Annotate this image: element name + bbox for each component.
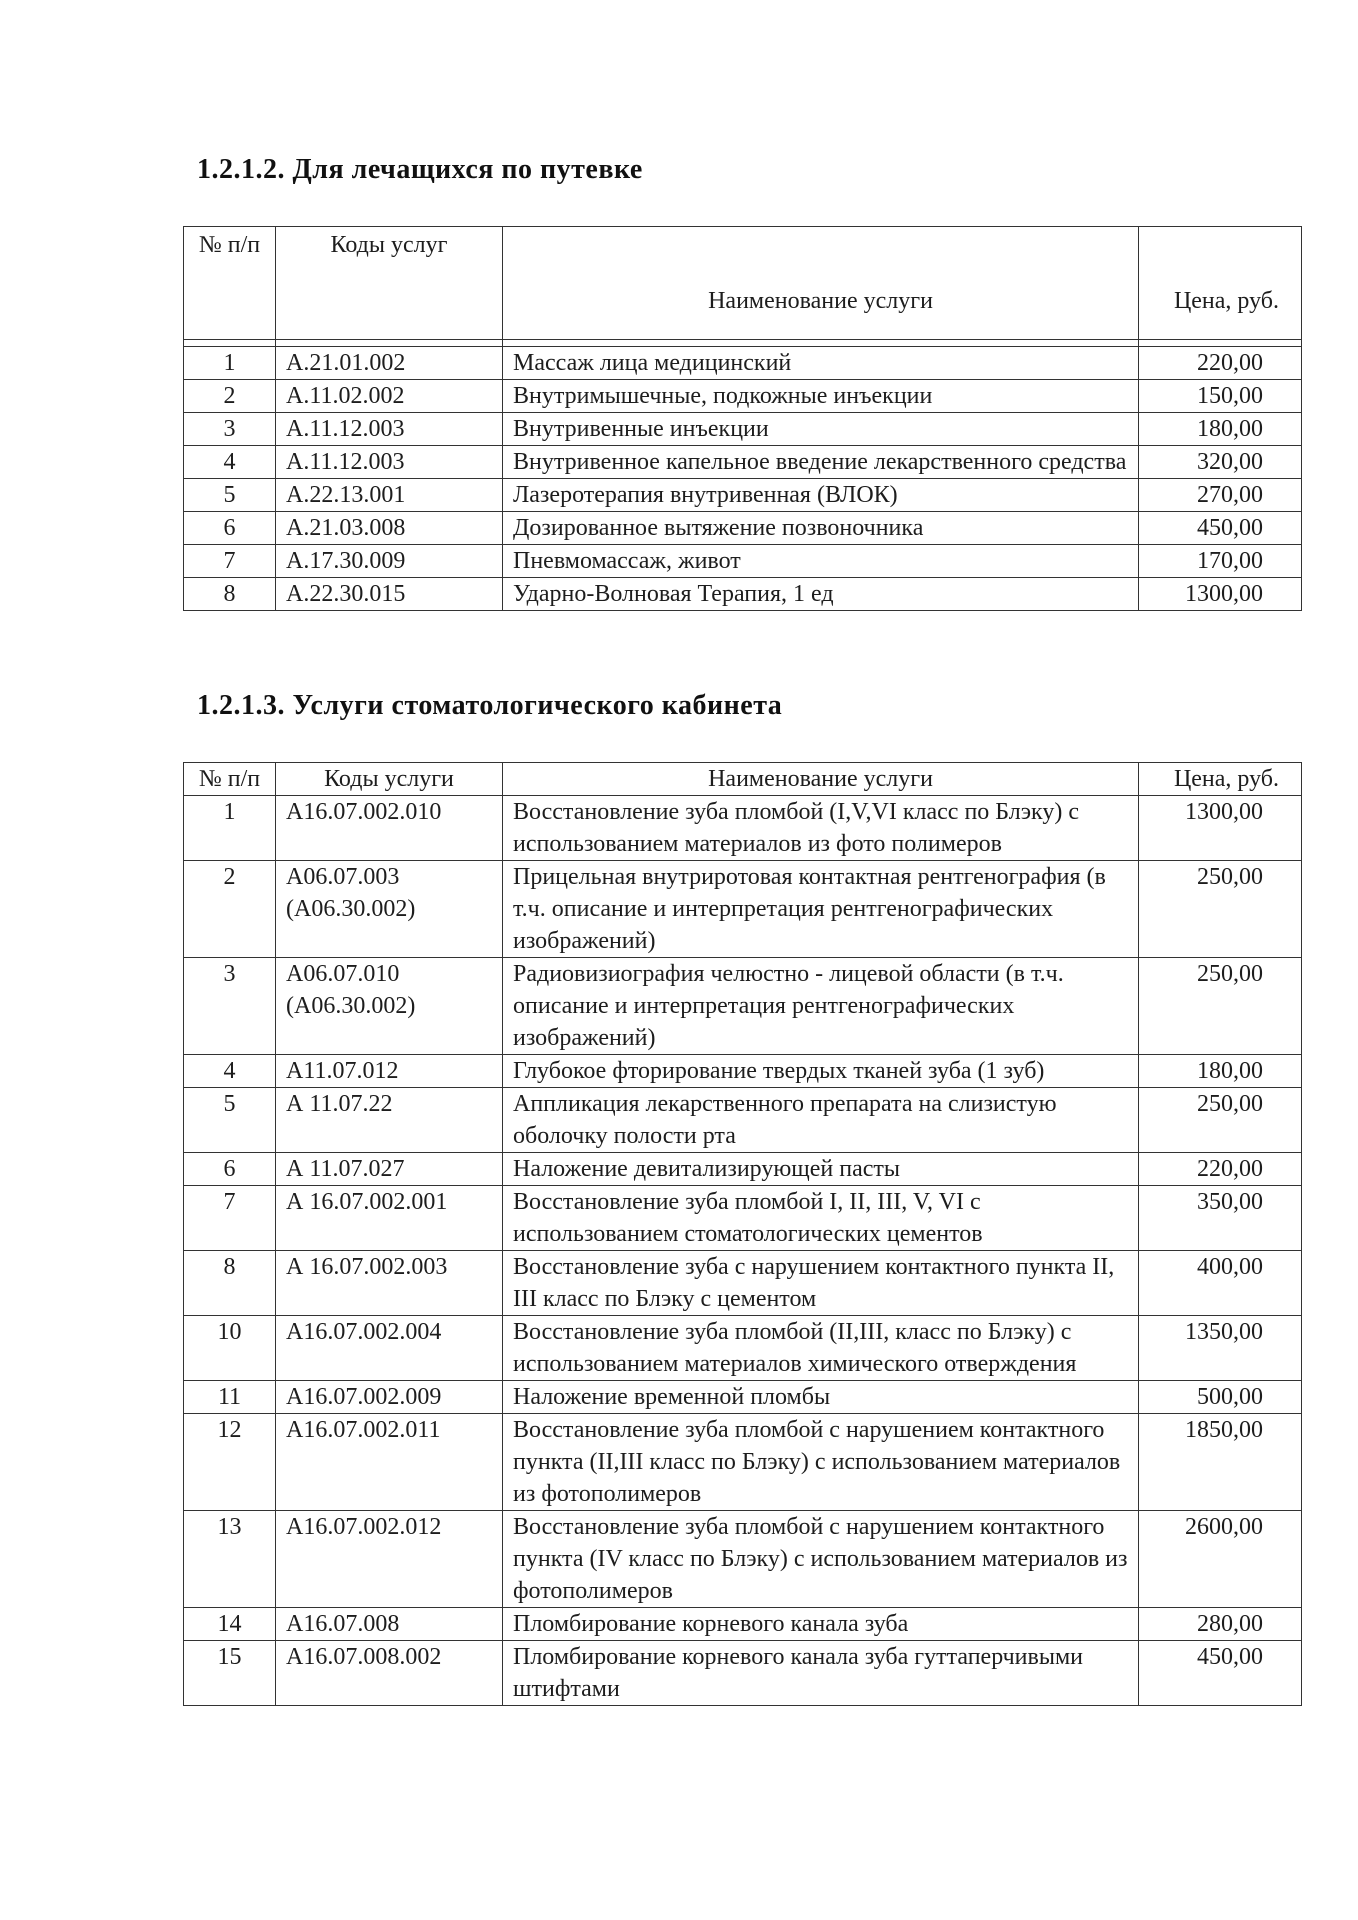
service-name: Восстановление зуба с нарушением контактного пункта II, III класс по Блэку с цементом xyxy=(503,1251,1139,1316)
table-row xyxy=(184,1414,1302,1511)
price-table-dental xyxy=(183,762,1302,1706)
table-row xyxy=(184,1641,1302,1706)
service-name: Ударно-Волновая Терапия, 1 ед xyxy=(503,578,1139,611)
price-table-stay xyxy=(183,226,1302,611)
service-code: А11.07.012 xyxy=(276,1055,503,1088)
service-code: А16.07.002.009 xyxy=(276,1381,503,1414)
service-name: Глубокое фторирование твердых тканей зуба (1 зуб) xyxy=(503,1055,1139,1088)
table-header-row xyxy=(184,763,1302,796)
row-number: 2 xyxy=(184,380,276,413)
table-row xyxy=(184,796,1302,861)
section-title-dental: 1.2.1.3. Услуги стоматологического кабинета xyxy=(197,690,783,721)
service-price: 280,00 xyxy=(1139,1608,1302,1641)
service-code: А.17.30.009 xyxy=(276,545,503,578)
service-code: А.11.02.002 xyxy=(276,380,503,413)
service-price: 250,00 xyxy=(1139,861,1302,958)
service-price: 350,00 xyxy=(1139,1186,1302,1251)
service-name: Восстановление зуба пломбой с нарушением контактного пункта (II,III класс по Блэку) с использованием материалов из фотополимеров xyxy=(503,1414,1139,1511)
header-price: Цена, руб. xyxy=(1139,227,1302,340)
service-code: А16.07.008 xyxy=(276,1608,503,1641)
service-code: А16.07.008.002 xyxy=(276,1641,503,1706)
service-price: 270,00 xyxy=(1139,479,1302,512)
row-number: 7 xyxy=(184,545,276,578)
service-code: А16.07.002.011 xyxy=(276,1414,503,1511)
table-row xyxy=(184,1251,1302,1316)
table-header-row xyxy=(184,227,1302,340)
service-price: 1850,00 xyxy=(1139,1414,1302,1511)
service-name: Радиовизиография челюстно - лицевой области (в т.ч. описание и интерпретация рентгенографических изображений) xyxy=(503,958,1139,1055)
service-price: 220,00 xyxy=(1139,347,1302,380)
section-title-stay: 1.2.1.2. Для лечащихся по путевке xyxy=(197,154,643,185)
table-row xyxy=(184,1153,1302,1186)
service-price: 450,00 xyxy=(1139,512,1302,545)
row-number: 12 xyxy=(184,1414,276,1511)
table-row xyxy=(184,958,1302,1055)
table-row xyxy=(184,380,1302,413)
service-name: Массаж лица медицинский xyxy=(503,347,1139,380)
service-name: Восстановление зуба пломбой (II,III, класс по Блэку) с использованием материалов химического отверждения xyxy=(503,1316,1139,1381)
service-price: 180,00 xyxy=(1139,1055,1302,1088)
row-number: 5 xyxy=(184,479,276,512)
service-code: А06.07.010 (А06.30.002) xyxy=(276,958,503,1055)
service-code: А 11.07.22 xyxy=(276,1088,503,1153)
service-price: 1300,00 xyxy=(1139,578,1302,611)
table-row xyxy=(184,1186,1302,1251)
header-service-name: Наименование услуги xyxy=(503,227,1139,340)
table-row xyxy=(184,446,1302,479)
table-row xyxy=(184,1381,1302,1414)
service-code: А.22.13.001 xyxy=(276,479,503,512)
service-name: Дозированное вытяжение позвоночника xyxy=(503,512,1139,545)
service-price: 150,00 xyxy=(1139,380,1302,413)
table-row xyxy=(184,1511,1302,1608)
header-number: № п/п xyxy=(184,227,276,340)
row-number: 8 xyxy=(184,1251,276,1316)
service-code: А.21.03.008 xyxy=(276,512,503,545)
table-row xyxy=(184,578,1302,611)
service-price: 250,00 xyxy=(1139,1088,1302,1153)
service-code: А 11.07.027 xyxy=(276,1153,503,1186)
service-name: Восстановление зуба пломбой (I,V,VI класс по Блэку) с использованием материалов из фото полимеров xyxy=(503,796,1139,861)
service-price: 400,00 xyxy=(1139,1251,1302,1316)
row-number: 11 xyxy=(184,1381,276,1414)
service-code: А.11.12.003 xyxy=(276,413,503,446)
service-price: 2600,00 xyxy=(1139,1511,1302,1608)
service-price: 220,00 xyxy=(1139,1153,1302,1186)
service-name: Наложение девитализирующей пасты xyxy=(503,1153,1139,1186)
row-number: 3 xyxy=(184,413,276,446)
service-code: А06.07.003 (А06.30.002) xyxy=(276,861,503,958)
service-name: Наложение временной пломбы xyxy=(503,1381,1139,1414)
row-number: 6 xyxy=(184,512,276,545)
table-row xyxy=(184,479,1302,512)
row-number: 8 xyxy=(184,578,276,611)
service-price: 250,00 xyxy=(1139,958,1302,1055)
row-number: 4 xyxy=(184,446,276,479)
service-code: А 16.07.002.001 xyxy=(276,1186,503,1251)
row-number: 7 xyxy=(184,1186,276,1251)
service-code: А16.07.002.012 xyxy=(276,1511,503,1608)
row-number: 13 xyxy=(184,1511,276,1608)
service-name: Прицельная внутриротовая контактная рентгенография (в т.ч. описание и интерпретация рентгенографических изображений) xyxy=(503,861,1139,958)
header-number: № п/п xyxy=(184,763,276,796)
header-gap-row xyxy=(184,340,1302,347)
row-number: 6 xyxy=(184,1153,276,1186)
header-price: Цена, руб. xyxy=(1139,763,1302,796)
service-name: Пневмомассаж, живот xyxy=(503,545,1139,578)
row-number: 1 xyxy=(184,347,276,380)
table-row xyxy=(184,1055,1302,1088)
row-number: 5 xyxy=(184,1088,276,1153)
service-name: Внутримышечные, подкожные инъекции xyxy=(503,380,1139,413)
table-row xyxy=(184,545,1302,578)
table-row xyxy=(184,1608,1302,1641)
service-price: 1300,00 xyxy=(1139,796,1302,861)
table-row xyxy=(184,413,1302,446)
service-price: 500,00 xyxy=(1139,1381,1302,1414)
header-codes: Коды услуги xyxy=(276,763,503,796)
service-name: Восстановление зуба пломбой с нарушением контактного пункта (IV класс по Блэку) с использованием материалов из фотополимеров xyxy=(503,1511,1139,1608)
table-row xyxy=(184,512,1302,545)
service-name: Внутривенные инъекции xyxy=(503,413,1139,446)
service-name: Пломбирование корневого канала зуба xyxy=(503,1608,1139,1641)
row-number: 4 xyxy=(184,1055,276,1088)
table-row xyxy=(184,347,1302,380)
header-service-name: Наименование услуги xyxy=(503,763,1139,796)
table-body xyxy=(184,796,1302,1706)
service-code: А16.07.002.010 xyxy=(276,796,503,861)
table-body xyxy=(184,347,1302,611)
table-row xyxy=(184,861,1302,958)
service-price: 450,00 xyxy=(1139,1641,1302,1706)
service-price: 180,00 xyxy=(1139,413,1302,446)
service-price: 320,00 xyxy=(1139,446,1302,479)
header-codes: Коды услуг xyxy=(276,227,503,340)
service-code: А.22.30.015 xyxy=(276,578,503,611)
service-code: А 16.07.002.003 xyxy=(276,1251,503,1316)
service-name: Лазеротерапия внутривенная (ВЛОК) xyxy=(503,479,1139,512)
service-name: Внутривенное капельное введение лекарственного средства xyxy=(503,446,1139,479)
row-number: 14 xyxy=(184,1608,276,1641)
row-number: 15 xyxy=(184,1641,276,1706)
service-name: Пломбирование корневого канала зуба гуттаперчивыми штифтами xyxy=(503,1641,1139,1706)
service-name: Аппликация лекарственного препарата на слизистую оболочку полости рта xyxy=(503,1088,1139,1153)
service-code: А.11.12.003 xyxy=(276,446,503,479)
service-code: А.21.01.002 xyxy=(276,347,503,380)
table-row xyxy=(184,1088,1302,1153)
row-number: 1 xyxy=(184,796,276,861)
row-number: 3 xyxy=(184,958,276,1055)
service-name: Восстановление зуба пломбой I, II, III, V, VI с использованием стоматологических цементов xyxy=(503,1186,1139,1251)
service-code: А16.07.002.004 xyxy=(276,1316,503,1381)
service-price: 1350,00 xyxy=(1139,1316,1302,1381)
table-row xyxy=(184,1316,1302,1381)
service-price: 170,00 xyxy=(1139,545,1302,578)
row-number: 10 xyxy=(184,1316,276,1381)
row-number: 2 xyxy=(184,861,276,958)
